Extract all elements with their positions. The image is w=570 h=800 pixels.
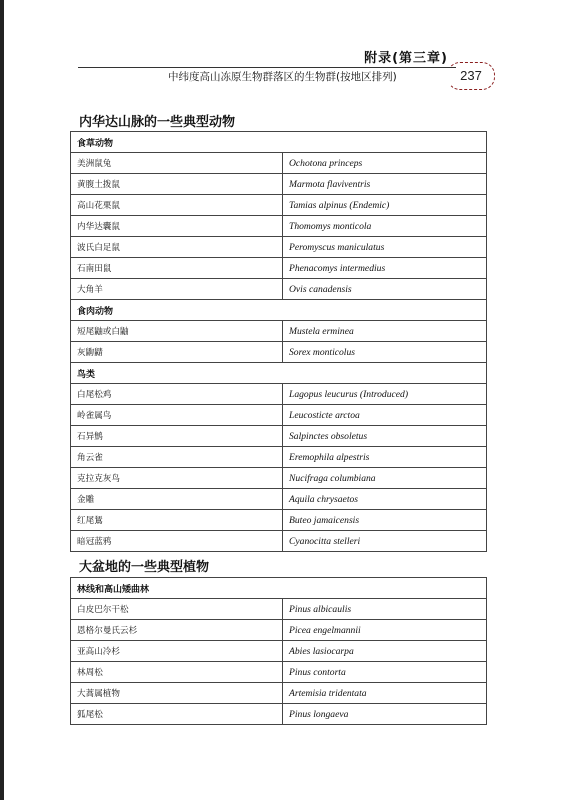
table-row	[71, 174, 487, 195]
common-name: 石南田鼠	[71, 258, 283, 279]
scientific-name: Phenacomys intermedius	[283, 258, 487, 279]
common-name: 波氏白足鼠	[71, 237, 283, 258]
table-row	[71, 342, 487, 363]
common-name: 岭雀属鸟	[71, 405, 283, 426]
common-name: 内华达囊鼠	[71, 216, 283, 237]
table-row	[71, 426, 487, 447]
category-row	[71, 363, 487, 384]
common-name: 短尾鼬或白鼬	[71, 321, 283, 342]
category-label: 林线和高山矮曲林	[71, 578, 487, 599]
table-row	[71, 153, 487, 174]
scientific-name: Eremophila alpestris	[283, 447, 487, 468]
scientific-name: Aquila chrysaetos	[283, 489, 487, 510]
section-title: 大盆地的一些典型植物	[79, 560, 210, 575]
page-number: 237	[447, 62, 495, 90]
table-row	[71, 468, 487, 489]
table-row	[71, 620, 487, 641]
common-name: 黄腹土拨鼠	[71, 174, 283, 195]
scientific-name: Leucosticte arctoa	[283, 405, 487, 426]
scientific-name: Mustela erminea	[283, 321, 487, 342]
table-row	[71, 405, 487, 426]
table-row	[71, 321, 487, 342]
common-name: 红尾鵟	[71, 510, 283, 531]
common-name: 白皮巴尔干松	[71, 599, 283, 620]
category-row	[71, 132, 487, 153]
category-row	[71, 300, 487, 321]
common-name: 石异鹪	[71, 426, 283, 447]
scientific-name: Pinus longaeva	[283, 704, 487, 725]
common-name: 金雕	[71, 489, 283, 510]
species-table-animals	[70, 131, 487, 552]
common-name: 大蒿属植物	[71, 683, 283, 704]
table-row	[71, 384, 487, 405]
running-header: 中纬度高山冻原生物群落区的生物群(按地区排列)	[168, 71, 397, 83]
category-label: 鸟类	[71, 363, 487, 384]
scientific-name: Pinus contorta	[283, 662, 487, 683]
table-row	[71, 237, 487, 258]
common-name: 角云雀	[71, 447, 283, 468]
section-title: 内华达山脉的一些典型动物	[79, 115, 236, 130]
table-row	[71, 489, 487, 510]
category-label: 食草动物	[71, 132, 487, 153]
scientific-name: Lagopus leucurus (Introduced)	[283, 384, 487, 405]
scientific-name: Cyanocitta stelleri	[283, 531, 487, 552]
common-name: 白尾松鸡	[71, 384, 283, 405]
common-name: 暗冠蓝鸦	[71, 531, 283, 552]
table-row	[71, 279, 487, 300]
scientific-name: Pinus albicaulis	[283, 599, 487, 620]
species-table-plants	[70, 577, 487, 725]
common-name: 亚高山冷杉	[71, 641, 283, 662]
category-row	[71, 578, 487, 599]
common-name: 恩格尔曼氏云杉	[71, 620, 283, 641]
common-name: 林周松	[71, 662, 283, 683]
table-row	[71, 447, 487, 468]
table-row	[71, 531, 487, 552]
scientific-name: Picea engelmannii	[283, 620, 487, 641]
common-name: 灰鼩鼱	[71, 342, 283, 363]
scientific-name: Sorex monticolus	[283, 342, 487, 363]
table-row	[71, 599, 487, 620]
scientific-name: Buteo jamaicensis	[283, 510, 487, 531]
category-label: 食肉动物	[71, 300, 487, 321]
scientific-name: Ochotona princeps	[283, 153, 487, 174]
common-name: 大角羊	[71, 279, 283, 300]
table-row	[71, 662, 487, 683]
table-row	[71, 510, 487, 531]
chapter-heading: 附录(第三章)	[364, 51, 448, 66]
scientific-name: Artemisia tridentata	[283, 683, 487, 704]
common-name: 狐尾松	[71, 704, 283, 725]
scientific-name: Abies lasiocarpa	[283, 641, 487, 662]
common-name: 克拉克灰鸟	[71, 468, 283, 489]
table-row	[71, 258, 487, 279]
common-name: 美洲鼠兔	[71, 153, 283, 174]
scientific-name: Salpinctes obsoletus	[283, 426, 487, 447]
header-rule	[78, 67, 456, 68]
scientific-name: Nucifraga columbiana	[283, 468, 487, 489]
table-row	[71, 216, 487, 237]
scientific-name: Marmota flaviventris	[283, 174, 487, 195]
table-row	[71, 195, 487, 216]
table-row	[71, 704, 487, 725]
page-edge	[0, 0, 4, 800]
table-row	[71, 641, 487, 662]
scientific-name: Tamias alpinus (Endemic)	[283, 195, 487, 216]
scientific-name: Ovis canadensis	[283, 279, 487, 300]
scientific-name: Thomomys monticola	[283, 216, 487, 237]
table-row	[71, 683, 487, 704]
scientific-name: Peromyscus maniculatus	[283, 237, 487, 258]
common-name: 高山花栗鼠	[71, 195, 283, 216]
